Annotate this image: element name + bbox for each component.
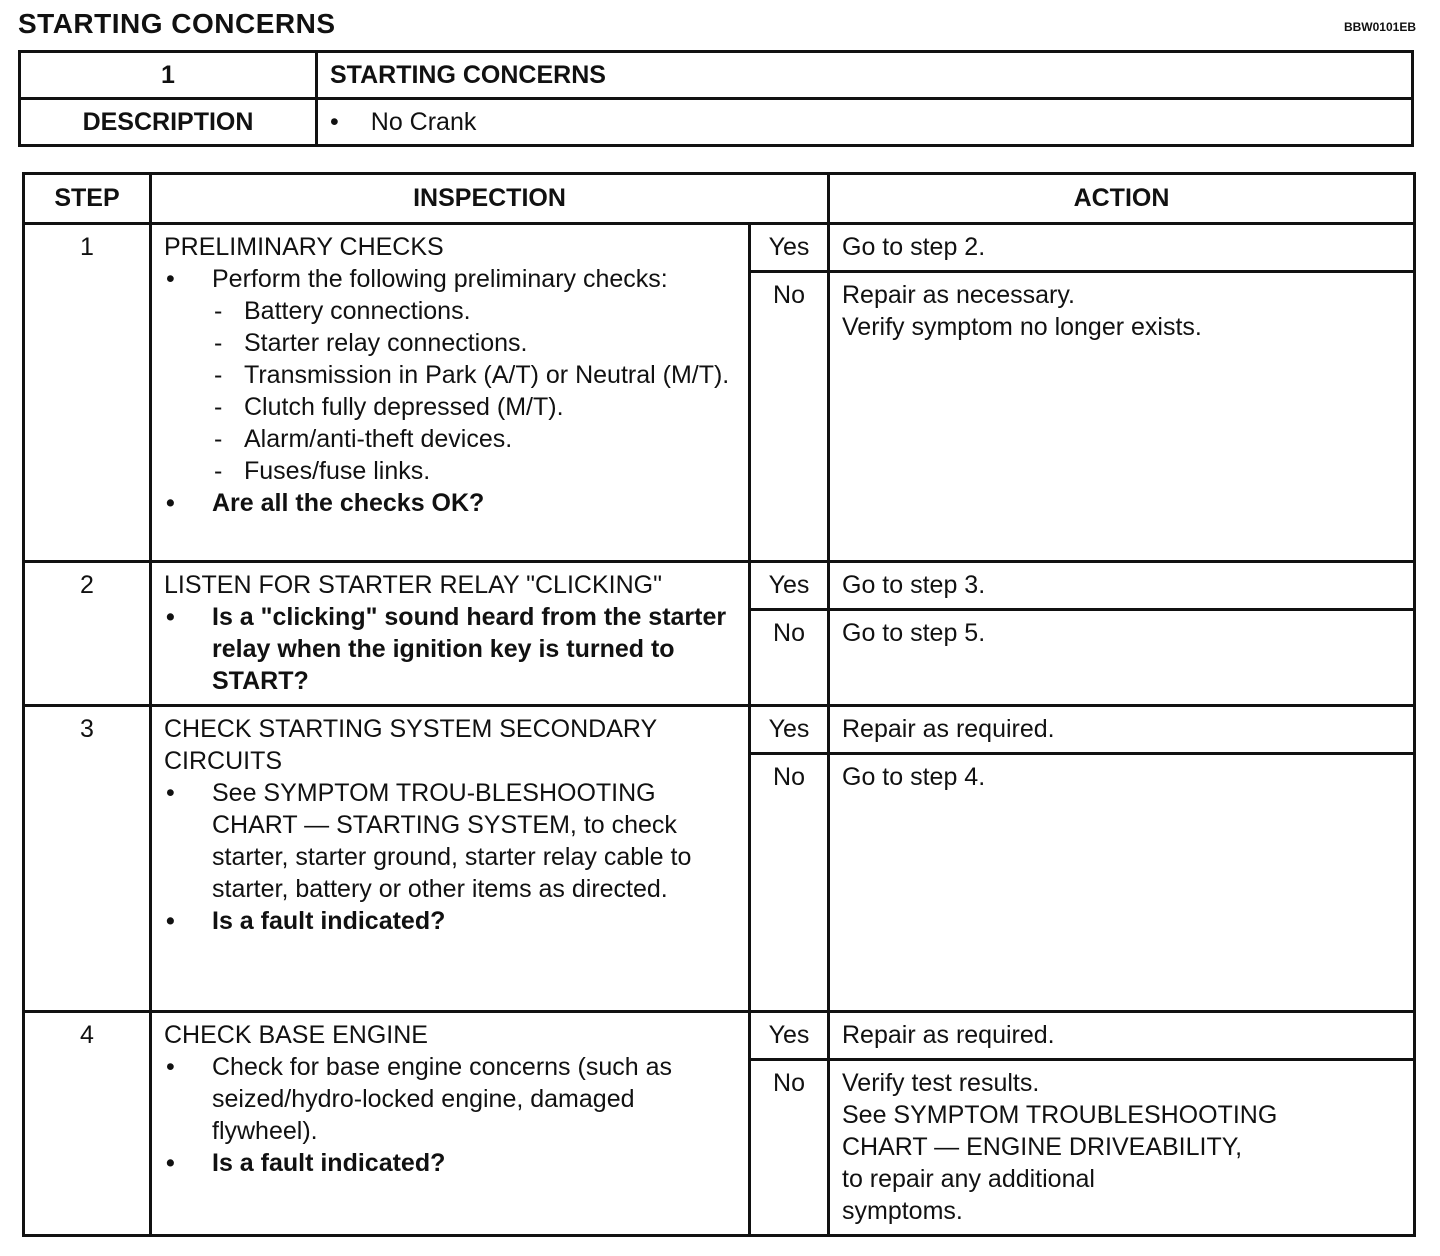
inspection-bullet: • Check for base engine concerns (such as seized/hydro-locked engine, damaged flywheel). (164, 1051, 738, 1147)
action-line: symptoms. (842, 1197, 963, 1225)
inspection-bullet: • See SYMPTOM TROU-BLESHOOTING CHART — STARTING SYSTEM, to check (164, 777, 738, 841)
action-line: Repair as necessary. (842, 281, 1075, 309)
step-title: LISTEN FOR STARTER RELAY "CLICKING" (164, 571, 662, 599)
yes-label: Yes (750, 706, 829, 754)
step-inspection (151, 1012, 750, 1236)
diagnostic-table (22, 172, 1416, 1237)
concern-title: STARTING CONCERNS (317, 52, 1413, 99)
step-number: 3 (24, 706, 151, 1012)
description-label: DESCRIPTION (20, 99, 317, 146)
action-line: CHART — ENGINE DRIVEABILITY, (842, 1133, 1243, 1161)
step-title: CHECK STARTING SYSTEM SECONDARY CIRCUITS (164, 715, 657, 775)
yes-action: Repair as required. (829, 706, 1415, 754)
check-item: - Starter relay connections. (164, 327, 738, 359)
inspection-question: • Is a "clicking" sound heard from the starter relay when the ignition key is turned to START? (164, 601, 738, 697)
action-line: to repair any additional (842, 1165, 1095, 1193)
yes-label: Yes (750, 1012, 829, 1060)
yes-label: Yes (750, 562, 829, 610)
step-inspection (151, 562, 750, 706)
yes-label: Yes (750, 224, 829, 272)
step-number: 4 (24, 1012, 151, 1236)
col-action-header: ACTION (829, 174, 1415, 224)
yes-action: Go to step 2. (829, 224, 1415, 272)
check-item: - Transmission in Park (A/T) or Neutral (M/T). (164, 359, 738, 391)
no-label: No (750, 754, 829, 1012)
description-value: No Crank (370, 108, 477, 136)
inspection-bullet-continued: starter, starter ground, starter relay cable to starter, battery or other items as directed. (212, 843, 692, 903)
col-inspection-header: INSPECTION (151, 174, 829, 224)
action-line: See SYMPTOM TROUBLESHOOTING (842, 1101, 1278, 1129)
concern-header-table (18, 50, 1414, 147)
document-code: BBW0101EB (1343, 20, 1416, 34)
step-title: CHECK BASE ENGINE (164, 1021, 428, 1049)
inspection-question: • Is a fault indicated? (164, 905, 738, 937)
step-inspection (151, 224, 750, 562)
inspection-bullet: • Perform the following preliminary checks: (164, 263, 738, 295)
col-step-header: STEP (24, 174, 151, 224)
no-action (829, 754, 1415, 1012)
step-title: PRELIMINARY CHECKS (164, 233, 444, 261)
yes-action: Repair as required. (829, 1012, 1415, 1060)
no-action (829, 610, 1415, 706)
action-line: Go to step 5. (842, 619, 986, 647)
check-item: - Fuses/fuse links. (164, 455, 738, 487)
description-bullet: • (330, 108, 339, 136)
step-inspection (151, 706, 750, 1012)
concern-number: 1 (20, 52, 317, 99)
action-line: Verify symptom no longer exists. (842, 313, 1202, 341)
no-label: No (750, 610, 829, 706)
no-action (829, 1060, 1415, 1236)
inspection-question: • Is a fault indicated? (164, 1147, 738, 1179)
check-item: - Clutch fully depressed (M/T). (164, 391, 738, 423)
check-item: - Alarm/anti-theft devices. (164, 423, 738, 455)
action-line: Verify test results. (842, 1069, 1040, 1097)
page-title: STARTING CONCERNS (18, 8, 336, 39)
action-line: Go to step 4. (842, 763, 986, 791)
no-label: No (750, 272, 829, 562)
no-label: No (750, 1060, 829, 1236)
yes-action: Go to step 3. (829, 562, 1415, 610)
check-item: - Battery connections. (164, 295, 738, 327)
no-action (829, 272, 1415, 562)
inspection-question: • Are all the checks OK? (164, 487, 738, 519)
step-number: 1 (24, 224, 151, 562)
description-cell (317, 99, 1413, 146)
step-number: 2 (24, 562, 151, 706)
